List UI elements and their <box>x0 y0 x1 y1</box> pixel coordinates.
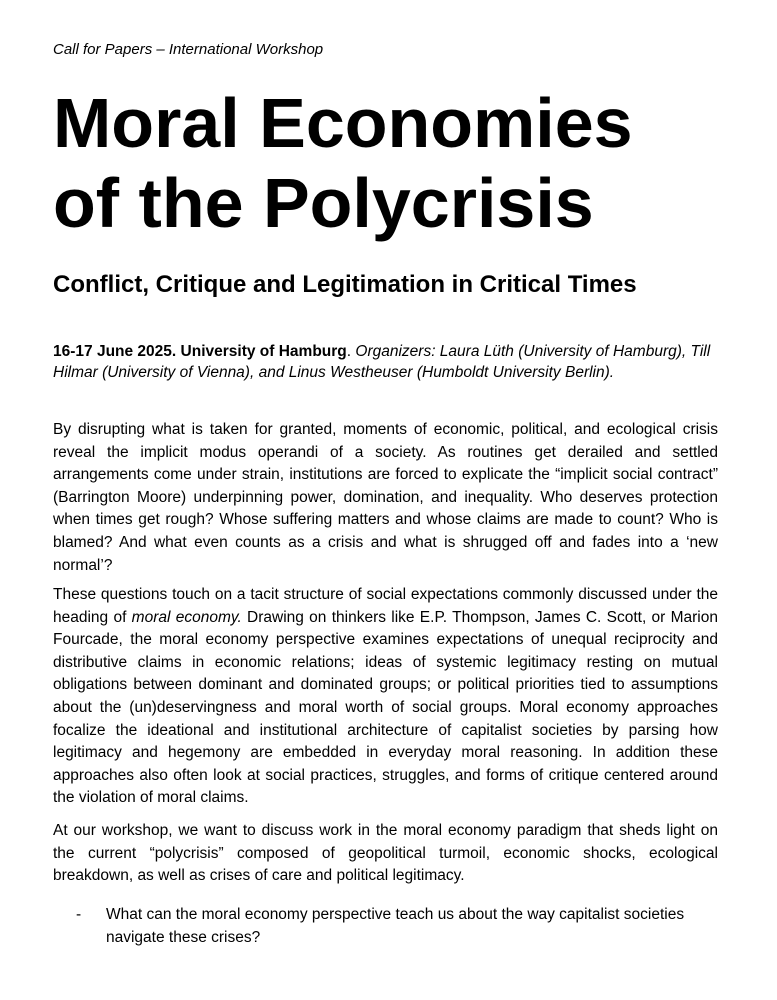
document-subtitle: Conflict, Critique and Legitimation in Critical Times <box>53 271 637 298</box>
paragraph-2 <box>53 584 718 810</box>
moral-economy-term: moral economy. <box>131 608 242 626</box>
list-dash: - <box>76 906 82 923</box>
event-date-place: 16-17 June 2025. University of Hamburg <box>53 343 347 360</box>
paragraph-3: At our workshop, we want to discuss work in the moral economy paradigm that sheds light on the current “polycrisis” composed of geopolitical turmoil, economic shocks, ecological breakdown, as well as crises of care and political legitimacy. <box>53 822 718 885</box>
paragraph-2-start: These questions touch on a tacit structure of social expectations commonly discussed under the heading of <box>53 586 718 626</box>
title-line-1: Moral Economies <box>53 84 633 162</box>
document-title <box>53 83 633 243</box>
event-meta <box>53 341 718 383</box>
list-item-text: What can the moral economy perspective teach us about the way capitalist societies navigate these crises? <box>106 906 685 946</box>
title-line-2: of the Polycrisis <box>53 164 594 242</box>
paragraph-2-rest: Drawing on thinkers like E.P. Thompson, James C. Scott, or Marion Fourcade, the moral economy perspective examines expectations of unequal reciprocity and distributive claims in economic relations; ideas of systemic legitimacy resting on mutual obligations between dominant and dominated groups; or political priorities tied to assumptions about the (un)deservingness and moral worth of social groups. Moral economy approaches focalize the ideational and institutional architecture of capitalist societies by parsing how legitimacy and hegemony are embedded in everyday moral reasoning. In addition these approaches also often look at social practices, struggles, and forms of critique centered around the violation of moral claims. <box>53 608 718 807</box>
paragraph-1: By disrupting what is taken for granted, moments of economic, political, and ecological crisis reveal the implicit modus operandi of a society. As routines get derailed and settled arrangements come under strain, institutions are forced to explicate the “implicit social contract” (Barrington Moore) underpinning power, domination, and inequality. Who deserves protection when times get rough? Whose suffering matters and whose claims are made to count? Who is blamed? And what even counts as a crisis and what is shrugged off and fades into a ‘new normal’? <box>53 421 718 574</box>
organizers: Organizers: Laura Lüth (University of Hamburg), Till Hilmar (University of Vienna), and Linus Westheuser (Humboldt University Berlin). <box>53 343 711 381</box>
call-for-papers-kicker: Call for Papers – International Workshop <box>53 41 324 58</box>
meta-separator: . <box>346 343 356 360</box>
